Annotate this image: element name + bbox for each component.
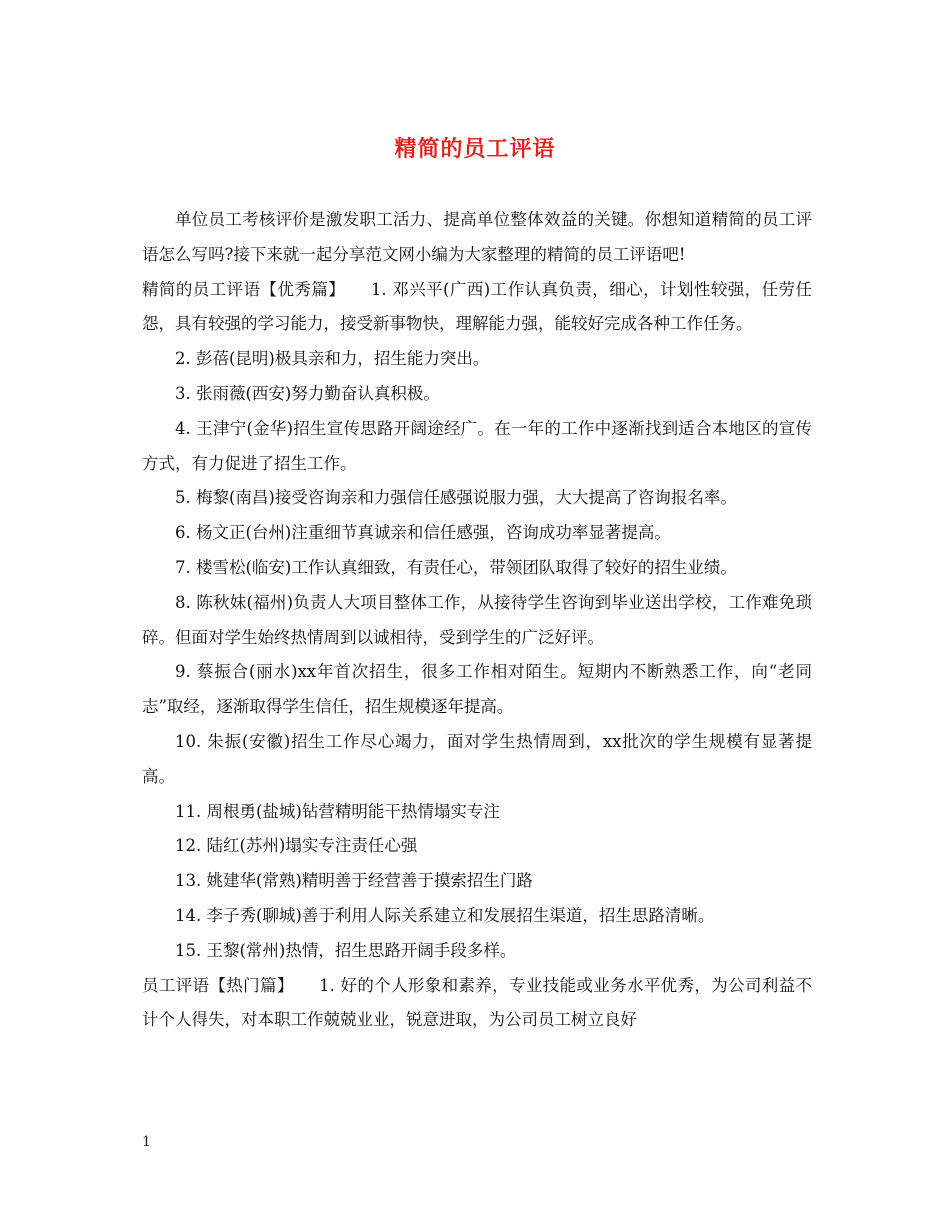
paragraph-item-12: 12. 陆红(苏州)塌实专注责任心强 (175, 836, 418, 856)
paragraph-intro: 单位员工考核评价是激发职工活力、提高单位整体效益的关键。你想知道精简的员工评语怎么写吗?接下来就一起分享范文网小编为大家整理的精简的员工评语吧! (142, 210, 812, 264)
paragraph-item-3: 3. 张雨薇(西安)努力勤奋认真积极。 (175, 383, 440, 403)
paragraph-item-15: 15. 王黎(常州)热情，招生思路开阔手段多样。 (175, 940, 517, 960)
paragraph-item-6: 6. 杨文正(台州)注重细节真诚亲和信任感强，咨询成功率显著提高。 (175, 523, 671, 543)
document-title: 精简的员工评语 (394, 136, 556, 162)
paragraph-item-2: 2. 彭蓓(昆明)极具亲和力，招生能力突出。 (175, 349, 490, 369)
paragraph-item-11: 11. 周根勇(盐城)钻营精明能干热情塌实专注 (175, 801, 500, 821)
paragraph-item-8: 8. 陈秋妹(福州)负责人大项目整体工作，从接待学生咨询到毕业送出学校，工作难免琐碎。但面对学生始终热情周到以诚相待，受到学生的广泛好评。 (142, 592, 812, 647)
paragraph-item-10: 10. 朱振(安徽)招生工作尽心竭力，面对学生热情周到，xx批次的学生规模有显著提高。 (142, 731, 812, 786)
paragraph-item-7: 7. 楼雪松(临安)工作认真细致，有责任心，带领团队取得了较好的招生业绩。 (175, 557, 737, 577)
paragraph-item-14: 14. 李子秀(聊城)善于利用人际关系建立和发展招生渠道，招生思路清晰。 (175, 905, 715, 925)
paragraph-section-popular: 员工评语【热门篇】 1. 好的个人形象和素养，专业技能或业务水平优秀，为公司利益不计个人得失，对本职工作兢兢业业，锐意进取，为公司员工树立良好 (142, 975, 812, 1030)
document-body (142, 203, 812, 1038)
paragraph-item-13: 13. 姚建华(常熟)精明善于经营善于摸索招生门路 (175, 871, 533, 891)
page-number: 1 (142, 1134, 151, 1150)
paragraph-item-4: 4. 王津宁(金华)招生宣传思路开阔途经广。在一年的工作中逐渐找到适合本地区的宣传方式，有力促进了招生工作。 (142, 418, 812, 473)
paragraph-item-9: 9. 蔡振合(丽水)xx年首次招生，很多工作相对陌生。短期内不断熟悉工作，向“老同志”取经，逐渐取得学生信任，招生规模逐年提高。 (142, 662, 812, 717)
paragraph-item-5: 5. 梅黎(南昌)接受咨询亲和力强信任感强说服力强，大大提高了咨询报名率。 (175, 488, 737, 508)
paragraph-section-excellent: 精简的员工评语【优秀篇】 1. 邓兴平(广西)工作认真负责，细心，计划性较强，任劳任怨，具有较强的学习能力，接受新事物快，理解能力强，能较好完成各种工作任务。 (142, 279, 812, 334)
